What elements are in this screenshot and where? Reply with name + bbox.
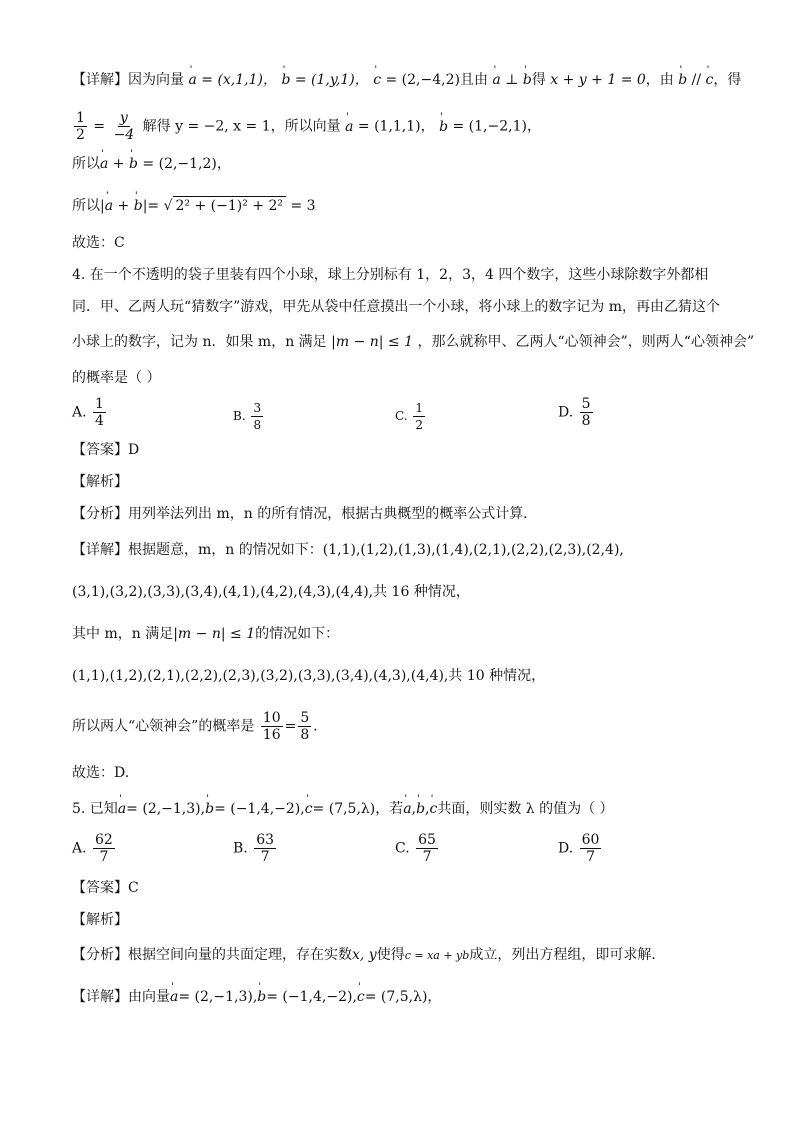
q3-detail-line-1: 【详解】因为向量 ˈ a = (x,1,1)， ˈ b = (1,y,1)， ˈ c = (2,−4,2)且由 ˈ a ⊥ ˈ b得 x + y + 1 = 0，由 ˈ b // ˈ c，得: [72, 70, 741, 90]
q5-fenxi: 【分析】根据空间向量的共面定理，存在实数x, y使得c = xa + yb成立，列出方程组，即可求解．: [72, 947, 666, 963]
q4-detail-line-1: 【详解】根据题意，m，n 的情况如下：(1,1),(1,2),(1,3),(1,4),(2,1),(2,2),(2,3),(2,4),: [72, 542, 624, 558]
q5-option-c: C. $\frac{65}{7}$: [395, 832, 436, 865]
fraction: $\frac{y}{-4}$: [113, 110, 135, 143]
equation: x + y + 1 = 0: [550, 72, 646, 88]
q4-option-a: A. $\frac{1}{4}$: [72, 396, 104, 429]
q5-option-b: B. $\frac{63}{7}$: [233, 832, 275, 865]
q4-fenxi: 【分析】用列举法列出 m，n 的所有情况，根据古典概型的概率公式计算．: [72, 506, 538, 522]
q5-option-a: A. $\frac{62}{7}$: [72, 832, 113, 865]
q4-option-d: D. $\frac{5}{8}$: [558, 396, 591, 429]
q4-option-c: C. $\frac{1}{2}$: [395, 401, 424, 432]
q4-stem-line-2: 同．甲、乙两人玩“猜数字”游戏，甲先从袋中任意摸出一个小球，将小球上的数字记为 m，再由乙猜这个: [72, 299, 721, 315]
q4-stem-line-1: 4. 在一个不透明的袋子里装有四个小球，球上分别标有 1，2，3，4 四个数字，这些小球除数字外都相: [72, 267, 709, 283]
detail-tag: 【详解】: [72, 72, 128, 88]
q3-answer: 故选：C: [72, 235, 125, 251]
q4-detail-line-3: 其中 m，n 满足|m − n| ≤ 1的情况如下：: [72, 626, 340, 642]
q5-option-d: D. $\frac{60}{7}$: [558, 832, 600, 865]
q4-detail-line-2: (3,1),(3,2),(3,3),(3,4),(4,1),(4,2),(4,3),(4,4),共 16 种情况，: [72, 584, 470, 600]
fraction: $\frac{1}{2}$: [76, 110, 85, 143]
q4-detail-line-4: (1,1),(1,2),(2,1),(2,2),(2,3),(3,2),(3,3),(3,4),(4,3),(4,4),共 10 种情况，: [72, 668, 546, 684]
q4-final: 故选：D.: [72, 765, 130, 781]
q4-stem-line-3: 小球上的数字，记为 n．如果 m，n 满足 |m − n| ≤ 1 ，那么就称甲、乙两人“心领神会”，则两人“心领神会”: [72, 334, 755, 350]
vector-c: ˈ c: [373, 70, 381, 90]
q3-sum-line: 所以ˈ a + ˈ b = (2,−1,2)，: [72, 154, 231, 174]
q3-detail-line-2: $\frac{1}{2}$ = $\frac{y}{-4}$ 解得 y = −2, x = 1，所以向量 ˈ a = (1,1,1)， ˈ b = (1,−2,1)，: [72, 110, 541, 143]
vector-a: ˈ a: [188, 70, 196, 90]
q5-answer: 【答案】C: [72, 880, 139, 896]
q4-analysis-tag: 【解析】: [72, 474, 128, 490]
q4-option-b: B. $\frac{3}{8}$: [233, 401, 262, 432]
q3-norm-line: 所以|ˈ a + ˈ b|= √ 2² + (−1)² + 2² = 3: [72, 196, 316, 216]
vector-b: ˈ b: [281, 70, 290, 90]
q4-detail-line-5: 所以两人“心领神会”的概率是 $\frac{10}{16}$ = $\frac{5}{8}$ ．: [72, 710, 328, 743]
q5-detail: 【详解】由向量ˈ a= (2,−1,3),ˈ b= (−1,4,−2),ˈ c= (7,5,λ)，: [72, 987, 441, 1007]
sqrt-expression: √ 2² + (−1)² + 2²: [164, 198, 286, 214]
q4-stem-line-4: 的概率是（ ）: [72, 370, 161, 386]
q4-answer: 【答案】D: [72, 442, 140, 458]
q5-stem: 5. 已知ˈ a= (2,−1,3),ˈ b= (−1,4,−2),ˈ c= (7,5,λ)，若ˈ a,ˈ b,ˈ c共面，则实数 λ 的值为（ ）: [72, 799, 614, 819]
q5-analysis-tag: 【解析】: [72, 912, 128, 928]
